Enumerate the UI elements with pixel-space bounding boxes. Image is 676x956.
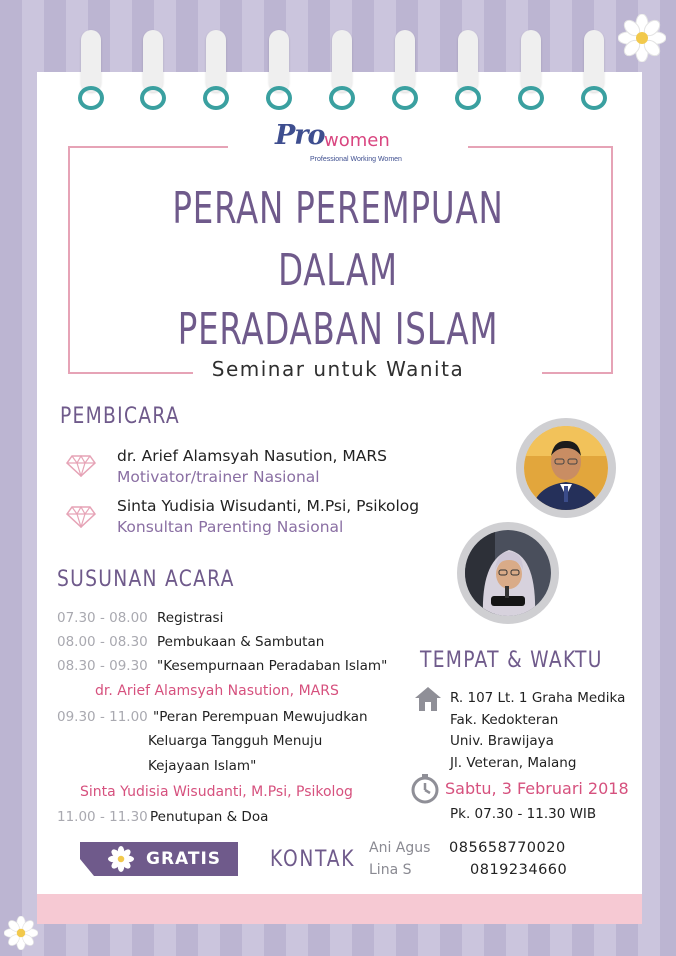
schedule-time: 07.30 - 08.00 — [57, 610, 148, 626]
schedule-time: 09.30 - 11.00 — [57, 709, 148, 725]
venue-line: Univ. Brawijaya — [450, 733, 554, 749]
title-line-1: PERAN PEREMPUAN — [172, 183, 504, 234]
schedule-item: "Peran Perempuan Mewujudkan — [153, 709, 368, 725]
binder-ring — [581, 30, 607, 108]
speaker-1-role: Motivator/trainer Nasional — [117, 468, 320, 486]
contact-phone: 0819234660 — [470, 862, 568, 878]
title-frame-line — [68, 146, 228, 148]
prowomen-logo — [270, 118, 420, 168]
logo-women: women — [324, 130, 390, 151]
binder-ring — [392, 30, 418, 108]
schedule-time: 08.00 - 08.30 — [57, 634, 148, 650]
schedule-time: 11.00 - 11.30 — [57, 809, 148, 825]
daisy-icon — [108, 846, 134, 872]
diamond-icon — [66, 506, 96, 528]
binder-ring — [203, 30, 229, 108]
schedule-speaker: Sinta Yudisia Wisudanti, M.Psi, Psikolog — [80, 784, 353, 800]
daisy-icon — [618, 14, 666, 62]
logo-tagline: Professional Working Women — [310, 156, 402, 163]
speaker-2-role: Konsultan Parenting Nasional — [117, 518, 344, 536]
binder-ring — [329, 30, 355, 108]
home-icon — [414, 686, 442, 712]
event-time: Pk. 07.30 - 11.30 WIB — [450, 806, 597, 822]
binder-ring — [140, 30, 166, 108]
venue-line: Jl. Veteran, Malang — [450, 755, 577, 771]
schedule-item: Pembukaan & Sambutan — [157, 634, 325, 650]
contact-heading: KONTAK — [270, 847, 356, 872]
schedule-item: Registrasi — [157, 610, 224, 626]
venue-heading: TEMPAT & WAKTU — [420, 648, 603, 673]
schedule-item: "Kesempurnaan Peradaban Islam" — [157, 658, 388, 674]
binder-ring — [78, 30, 104, 108]
contact-phone: 085658770020 — [449, 840, 566, 856]
schedule-item: Kejayaan Islam" — [148, 758, 257, 774]
event-date: Sabtu, 3 Februari 2018 — [445, 779, 629, 798]
schedule-time: 08.30 - 09.30 — [57, 658, 148, 674]
daisy-icon — [4, 916, 38, 950]
paper-bottom-band — [37, 894, 642, 924]
schedule-item: Keluarga Tangguh Menuju — [148, 733, 323, 749]
logo-pro: Pro — [275, 120, 325, 151]
speaker-2-name: Sinta Yudisia Wisudanti, M.Psi, Psikolog — [117, 497, 420, 515]
speaker-2-photo — [457, 522, 559, 624]
binder-ring — [266, 30, 292, 108]
speaker-1-photo — [516, 418, 616, 518]
gratis-label: GRATIS — [146, 849, 222, 869]
speakers-heading: PEMBICARA — [60, 404, 180, 429]
binder-ring — [518, 30, 544, 108]
title-line-2: DALAM — [278, 245, 398, 296]
binder-ring — [455, 30, 481, 108]
schedule-item: Penutupan & Doa — [150, 809, 269, 825]
title-frame-line — [468, 146, 613, 148]
title-frame-line — [68, 146, 70, 374]
contact-name: Ani Agus — [369, 840, 431, 856]
subtitle: Seminar untuk Wanita — [211, 357, 465, 381]
contact-name: Lina S — [369, 862, 412, 878]
diamond-icon — [66, 455, 96, 477]
clock-icon — [410, 774, 440, 804]
title-line-3: PERADABAN ISLAM — [177, 304, 499, 355]
schedule-speaker: dr. Arief Alamsyah Nasution, MARS — [95, 683, 339, 699]
venue-line: Fak. Kedokteran — [450, 712, 559, 728]
schedule-heading: SUSUNAN ACARA — [57, 567, 235, 592]
title-frame-line — [611, 146, 613, 374]
speaker-1-name: dr. Arief Alamsyah Nasution, MARS — [117, 447, 387, 465]
venue-line: R. 107 Lt. 1 Graha Medika — [450, 690, 626, 706]
